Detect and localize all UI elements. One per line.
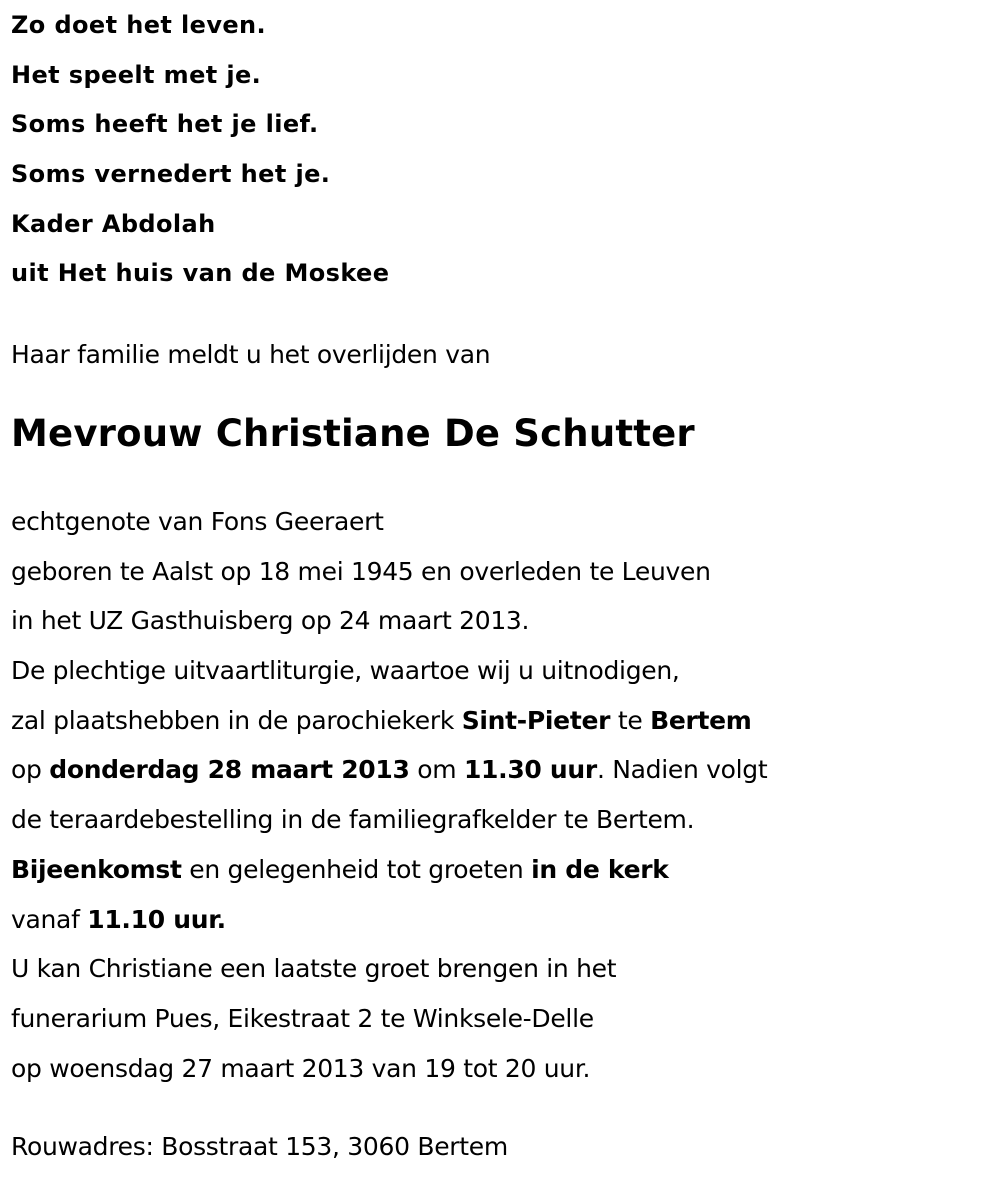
poem-author: Kader Abdolah <box>11 209 216 238</box>
service-date-text: op <box>11 755 50 785</box>
gathering-line <box>11 845 767 895</box>
gathering-label: Bijeenkomst <box>11 854 182 884</box>
church-line <box>11 696 767 746</box>
church-line-text: zal plaatshebben in de parochiekerk <box>11 705 462 735</box>
deceased-name: Mevrouw Christiane De Schutter <box>11 412 695 455</box>
church-name: Sint-Pieter <box>461 705 611 735</box>
gathering-time: 11.10 uur. <box>87 904 226 934</box>
gathering-time-line <box>11 895 767 945</box>
poem-line: Soms vernedert het je. <box>11 160 331 189</box>
poem-source: uit Het huis van de Moskee <box>11 259 390 288</box>
poem-line: Het speelt met je. <box>11 60 262 89</box>
church-line-text: te <box>610 705 651 735</box>
service-date-line <box>11 745 767 795</box>
liturgy-line: De plechtige uitvaartliturgie, waartoe wij u uitnodigen, <box>11 656 680 686</box>
death-place-line: in het UZ Gasthuisberg op 24 maart 2013. <box>11 606 530 636</box>
spouse-line: echtgenote van Fons Geeraert <box>11 507 384 536</box>
gathering-time-text: vanaf <box>11 904 88 934</box>
birth-death-line: geboren te Aalst op 18 mei 1945 en overleden te Leuven <box>11 556 711 586</box>
viewing-date-line: op woensdag 27 maart 2013 van 19 tot 20 uur. <box>11 1053 591 1083</box>
poem-line: Zo doet het leven. <box>11 11 267 39</box>
service-date-text: om <box>409 755 464 785</box>
notice-body <box>11 497 767 1093</box>
funeral-home-line: funerarium Pues, Eikestraat 2 te Winksele-Delle <box>11 1003 594 1033</box>
announcement-intro: Haar familie meldt u het overlijden van <box>11 340 491 369</box>
service-date-text: . Nadien volgt <box>596 755 768 785</box>
viewing-line: U kan Christiane een laatste groet brengen in het <box>11 954 617 984</box>
gathering-place: in de kerk <box>531 854 669 884</box>
service-time: 11.30 uur <box>463 755 597 785</box>
church-town: Bertem <box>650 705 752 735</box>
mourning-address: Rouwadres: Bosstraat 153, 3060 Bertem <box>11 1132 508 1161</box>
burial-line: de teraardebestelling in de familiegrafkelder te Bertem. <box>11 805 695 835</box>
service-date: donderdag 28 maart 2013 <box>49 755 410 785</box>
gathering-text: en gelegenheid tot groeten <box>181 854 532 884</box>
poem-quote <box>11 1 389 299</box>
poem-line: Soms heeft het je lief. <box>11 110 319 139</box>
